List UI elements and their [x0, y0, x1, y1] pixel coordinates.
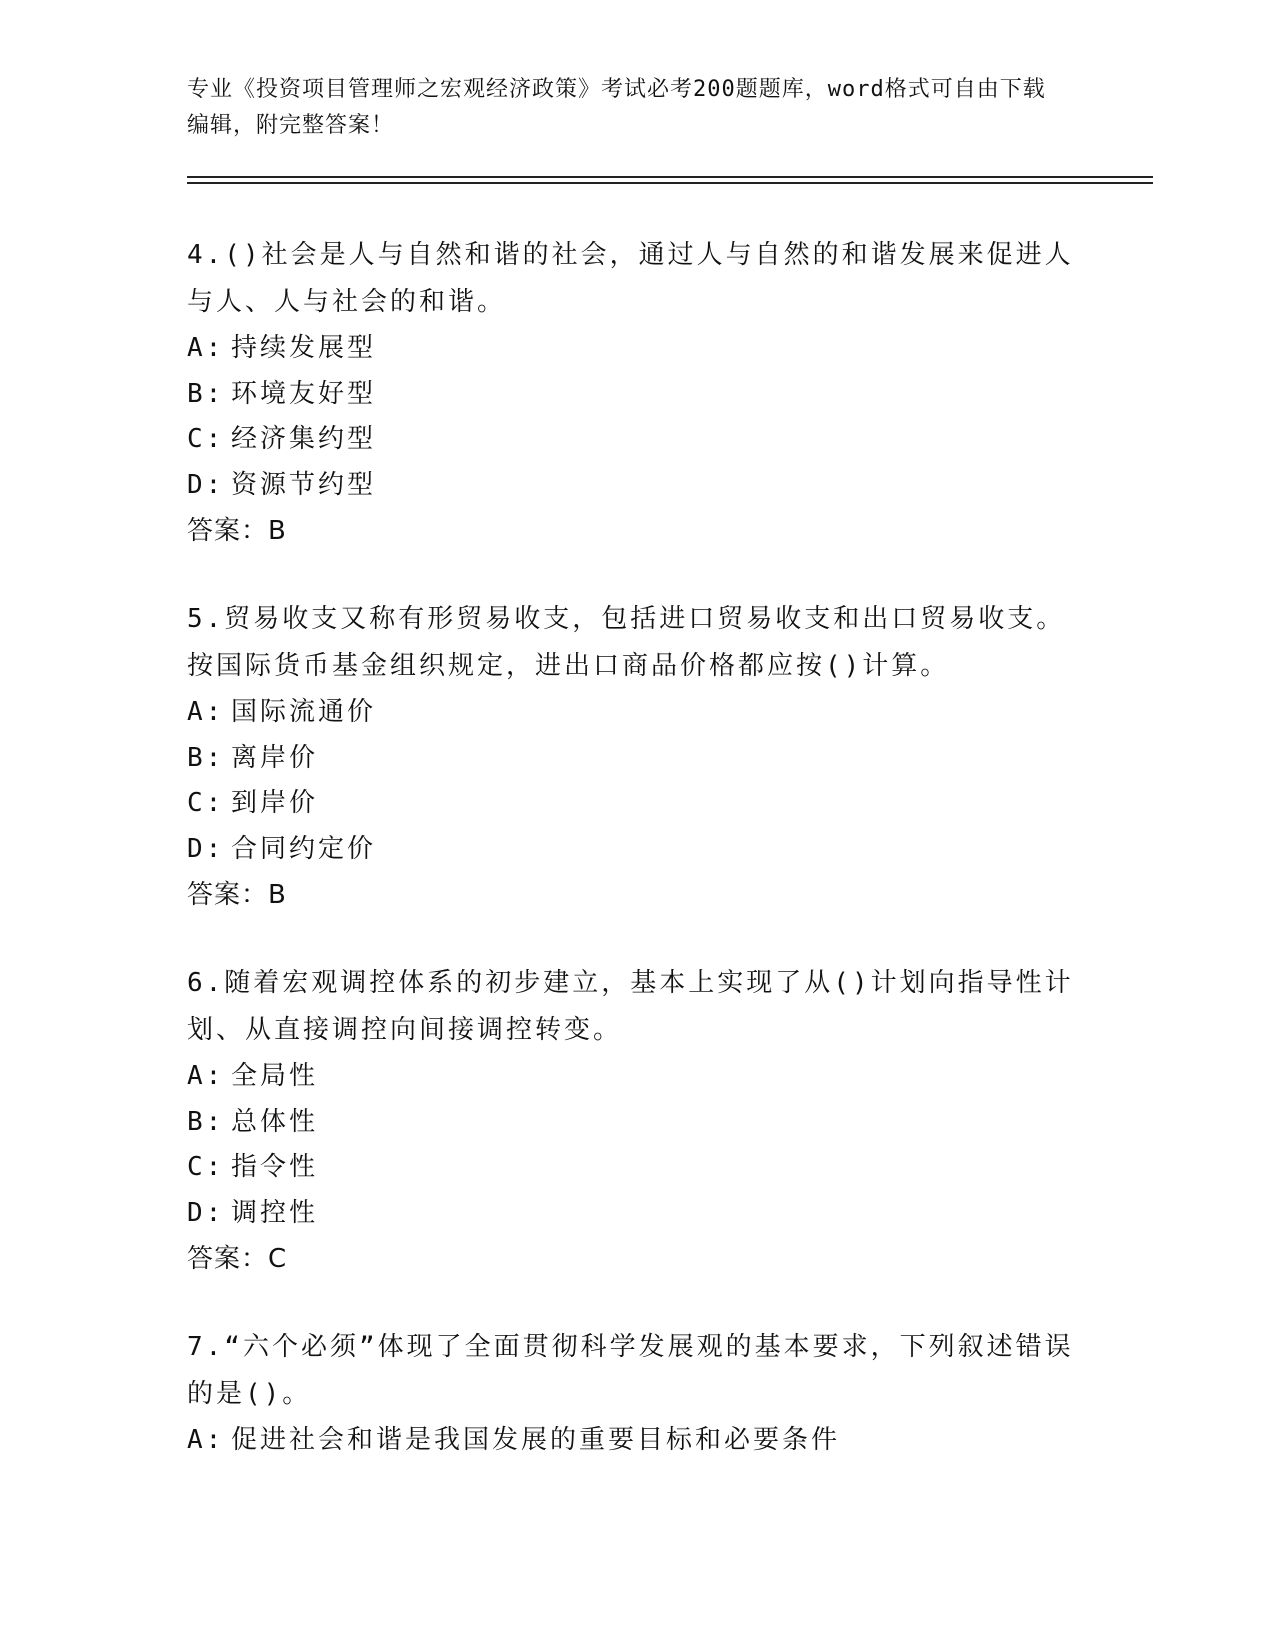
- option-a: [187, 1054, 1087, 1100]
- option-text: 调控性: [231, 1197, 319, 1228]
- option-b: [187, 372, 1087, 418]
- option-key: B:: [187, 1106, 225, 1137]
- document-header: 专业《投资项目管理师之宏观经济政策》考试必考200题题库，word格式可自由下载编辑，附完整答案！: [187, 77, 1046, 138]
- option-text: 离岸价: [231, 742, 319, 773]
- option-c: [187, 781, 1087, 827]
- header-divider-top: [187, 176, 1153, 178]
- option-a: [187, 690, 1087, 736]
- option-text: 国际流通价: [231, 697, 377, 727]
- option-text: 经济集约型: [231, 424, 377, 454]
- option-text: 资源节约型: [231, 469, 377, 500]
- option-key: C:: [187, 788, 225, 818]
- option-key: C:: [187, 424, 225, 454]
- option-text: 持续发展型: [231, 333, 377, 363]
- option-b: [187, 1100, 1087, 1146]
- option-text: 环境友好型: [231, 378, 377, 409]
- question-stem: 6.随着宏观调控体系的初步建立，基本上实现了从()计划向指导性计划、从直接调控向间接调控转变。: [187, 968, 1074, 1045]
- option-key: D:: [187, 833, 225, 864]
- option-key: A:: [187, 1061, 225, 1091]
- question-5: [187, 596, 1087, 918]
- question-stem: 5.贸易收支又称有形贸易收支，包括进口贸易收支和出口贸易收支。按国际货币基金组织规定，进出口商品价格都应按()计算。: [187, 604, 1066, 681]
- option-d: [187, 1191, 1087, 1237]
- option-d: [187, 463, 1087, 509]
- option-d: [187, 827, 1087, 873]
- option-c: [187, 417, 1087, 463]
- option-key: C:: [187, 1152, 225, 1182]
- option-text: 到岸价: [231, 788, 319, 818]
- option-text: 促进社会和谐是我国发展的重要目标和必要条件: [231, 1425, 841, 1455]
- option-text: 全局性: [231, 1061, 319, 1091]
- question-stem: 4.()社会是人与自然和谐的社会，通过人与自然的和谐发展来促进人与人、人与社会的和谐。: [187, 240, 1074, 317]
- option-c: [187, 1145, 1087, 1191]
- option-text: 指令性: [231, 1152, 319, 1182]
- answer-line: 答案：B: [187, 516, 287, 546]
- option-key: D:: [187, 469, 225, 500]
- option-key: B:: [187, 378, 225, 409]
- option-a: [187, 326, 1087, 372]
- option-key: D:: [187, 1197, 225, 1228]
- question-4: [187, 232, 1087, 554]
- option-key: A:: [187, 1425, 225, 1455]
- question-stem: 7.“六个必须”体现了全面贯彻科学发展观的基本要求，下列叙述错误的是()。: [187, 1332, 1074, 1409]
- answer-line: 答案：C: [187, 1244, 288, 1274]
- answer-line: 答案：B: [187, 880, 287, 910]
- option-text: 合同约定价: [231, 833, 377, 864]
- question-6: [187, 960, 1087, 1282]
- option-a: [187, 1418, 1087, 1464]
- option-key: B:: [187, 742, 225, 773]
- question-7: [187, 1324, 1087, 1464]
- option-key: A:: [187, 333, 225, 363]
- option-text: 总体性: [231, 1106, 319, 1137]
- option-b: [187, 736, 1087, 782]
- option-key: A:: [187, 697, 225, 727]
- header-divider-bottom: [187, 182, 1153, 184]
